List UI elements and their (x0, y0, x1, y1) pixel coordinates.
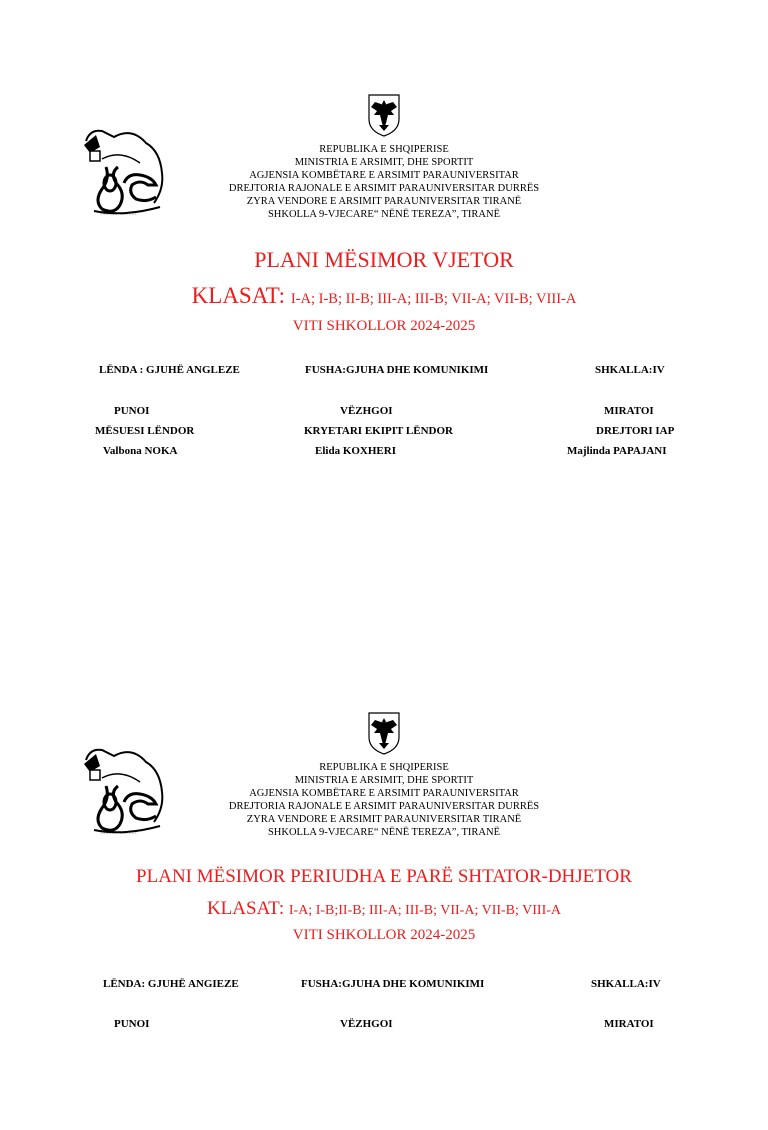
subject-label: LËNDA: GJUHË ANGIEZE (103, 978, 239, 990)
classes-line (0, 898, 768, 920)
header-line: SHKOLLA 9-VJECARE“ NËNË TEREZA”, TIRANË (267, 827, 501, 838)
header-line: ZYRA VENDORE E ARSIMIT PARAUNIVERSITAR TIRANË (246, 196, 522, 207)
header-line: SHKOLLA 9-VJECARE“ NËNË TEREZA”, TIRANË (267, 209, 501, 220)
teacher-name: Valbona NOKA (103, 445, 178, 457)
institution-header (184, 761, 584, 839)
svg-text:◦◦◦◦◦◦ ◦◦◦◦◦◦: ◦◦◦◦◦◦ ◦◦◦◦◦◦ (100, 212, 137, 218)
header-line: DREJTORIA RAJONALE E ARSIMIT PARAUNIVERSITAR DURRËS (228, 801, 540, 812)
observed-by-label: VËZHGOI (340, 405, 393, 417)
header-line: AGJENSIA KOMBËTARE E ARSIMIT PARAUNIVERSITAR (249, 170, 519, 181)
school-80-years-logo-icon (80, 742, 170, 838)
observed-by-label: VËZHGOI (340, 1018, 393, 1030)
teacher-role: MËSUESI LËNDOR (95, 425, 195, 437)
header-line: DREJTORIA RAJONALE E ARSIMIT PARAUNIVERSITAR DURRËS (228, 183, 540, 194)
school-year: VITI SHKOLLOR 2024-2025 (292, 318, 476, 334)
level-label: SHKALLA:IV (591, 978, 661, 990)
institution-header (184, 143, 584, 221)
prepared-by-label: PUNOI (114, 1018, 150, 1030)
prepared-by-label: PUNOI (114, 405, 150, 417)
team-head-name: Elida KOXHERI (315, 445, 396, 457)
classes-list: I-A; I-B;II-B; III-A; III-B; VII-A; VII-B; VIII-A (288, 903, 562, 918)
level-label: SHKALLA:IV (595, 364, 665, 376)
classes-label: KLASAT: (191, 283, 291, 308)
svg-text:◦◦◦◦◦◦ ◦◦◦◦◦◦: ◦◦◦◦◦◦ ◦◦◦◦◦◦ (100, 831, 137, 837)
header-line: MINISTRIA E ARSIMIT, DHE SPORTIT (294, 775, 474, 786)
director-role: DREJTORI IAP (596, 425, 675, 437)
document-page-2 (0, 618, 768, 1130)
approved-by-label: MIRATOI (604, 405, 654, 417)
header-line: AGJENSIA KOMBËTARE E ARSIMIT PARAUNIVERSITAR (249, 788, 519, 799)
header-line: ZYRA VENDORE E ARSIMIT PARAUNIVERSITAR TIRANË (246, 814, 522, 825)
team-head-role: KRYETARI EKIPIT LËNDOR (304, 425, 453, 437)
header-line: REPUBLIKA E SHQIPERISE (319, 762, 449, 773)
subject-label: LËNDA : GJUHË ANGLEZE (99, 364, 240, 376)
director-name: Majlinda PAPAJANI (567, 445, 667, 457)
classes-list: I-A; I-B; II-B; III-A; III-B; VII-A; VII-B; VIII-A (290, 291, 577, 307)
plan-title: PLANI MËSIMOR VJETOR (254, 247, 514, 272)
classes-line (0, 283, 768, 309)
albanian-eagle-emblem-icon (367, 711, 401, 755)
header-line: MINISTRIA E ARSIMIT, DHE SPORTIT (294, 157, 474, 168)
field-label: FUSHA:GJUHA DHE KOMUNIKIMI (301, 978, 485, 990)
header-line: REPUBLIKA E SHQIPERISE (319, 144, 449, 155)
school-year: VITI SHKOLLOR 2024-2025 (292, 927, 476, 943)
school-80-years-logo-icon (80, 123, 170, 219)
approved-by-label: MIRATOI (604, 1018, 654, 1030)
plan-title: PLANI MËSIMOR PERIUDHA E PARË SHTATOR-DHJETOR (136, 866, 632, 887)
classes-label: KLASAT: (206, 898, 289, 919)
field-label: FUSHA:GJUHA DHE KOMUNIKIMI (305, 364, 489, 376)
document-page-1 (0, 0, 768, 512)
albanian-eagle-emblem-icon (367, 93, 401, 137)
